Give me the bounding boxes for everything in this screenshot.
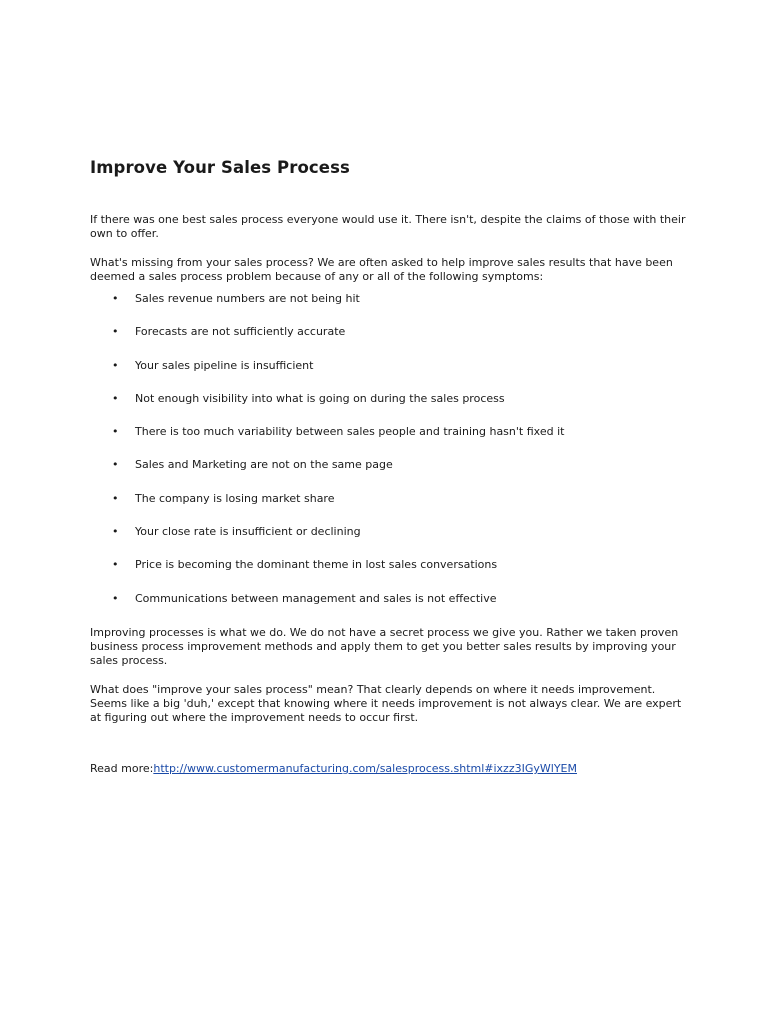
- list-item-text: There is too much variability between sales people and training hasn't fixed it: [135, 425, 565, 439]
- list-item-text: Sales and Marketing are not on the same page: [135, 458, 393, 472]
- symptoms-list: [90, 292, 690, 625]
- list-item-text: Sales revenue numbers are not being hit: [135, 292, 360, 305]
- improving-processes-paragraph: Improving processes is what we do. We do not have a secret process we give you. Rather we taken proven business process improvement methods and apply them to get you better sales results by improving your sales process.: [90, 626, 679, 667]
- bullet-icon: •: [112, 391, 119, 405]
- list-item: [90, 458, 690, 491]
- list-item: [90, 392, 690, 425]
- list-item-text: Price is becoming the dominant theme in lost sales conversations: [135, 558, 498, 572]
- read-more-line: [90, 762, 577, 776]
- list-item: [90, 425, 690, 458]
- list-item-text: The company is losing market share: [135, 491, 335, 505]
- bullet-icon: •: [112, 425, 119, 439]
- page-title: Improve Your Sales Process: [90, 158, 350, 177]
- list-item-text: Communications between management and sales is not effective: [135, 591, 497, 605]
- bullet-icon: •: [112, 591, 119, 605]
- bullet-icon: •: [112, 325, 119, 339]
- read-more-link[interactable]: http://www.customermanufacturing.com/salesprocess.shtml#ixzz3IGyWlYEM: [153, 762, 577, 775]
- bullet-icon: •: [112, 558, 119, 572]
- bullet-icon: •: [112, 358, 119, 372]
- what-does-it-mean-paragraph: What does "improve your sales process" mean? That clearly depends on where it needs improvement. Seems like a big 'duh,' except that knowing where it needs improvement is not always clear. We are expert at figuring out where the improvement needs to occur first.: [90, 683, 682, 724]
- intro-paragraph: If there was one best sales process everyone would use it. There isn't, despite the claims of those with their own to offer.: [90, 213, 686, 240]
- bullet-icon: •: [112, 525, 119, 539]
- list-item: [90, 325, 690, 358]
- list-item: [90, 492, 690, 525]
- list-item-text: Your sales pipeline is insufficient: [135, 358, 314, 372]
- bullet-icon: •: [112, 292, 119, 305]
- symptoms-intro-paragraph: What's missing from your sales process? We are often asked to help improve sales results that have been deemed a sales process problem because of any or all of the following symptoms:: [90, 256, 673, 283]
- list-item: [90, 558, 690, 591]
- list-item-text: Your close rate is insufficient or declining: [135, 525, 361, 539]
- list-item-text: Forecasts are not sufficiently accurate: [135, 325, 346, 339]
- list-item-text: Not enough visibility into what is going on during the sales process: [135, 391, 505, 405]
- read-more-label: Read more:: [90, 762, 154, 775]
- list-item: [90, 359, 690, 392]
- list-item: [90, 292, 690, 325]
- list-item: [90, 592, 690, 625]
- list-item: [90, 525, 690, 558]
- bullet-icon: •: [112, 491, 119, 505]
- bullet-icon: •: [112, 458, 119, 472]
